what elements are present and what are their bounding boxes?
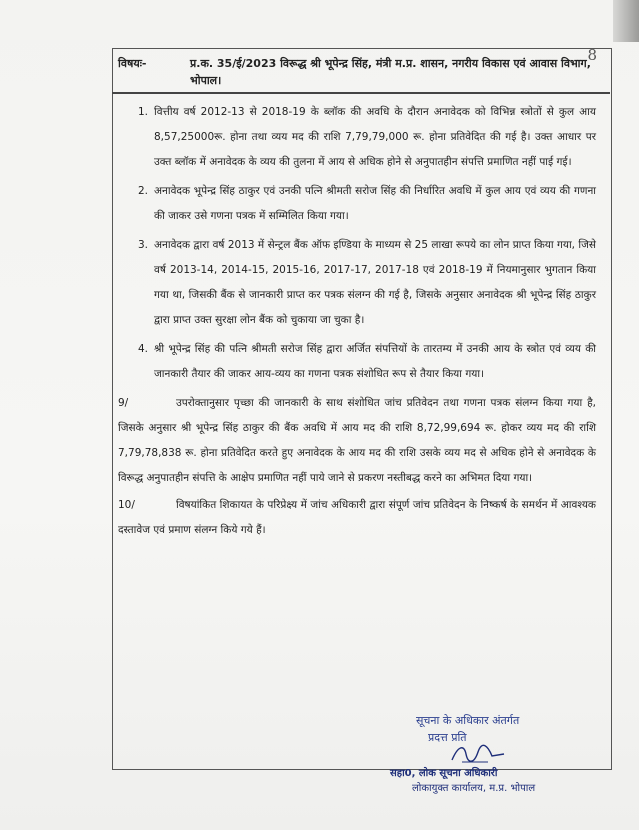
- list-item-text: अनावेदक द्वारा वर्ष 2013 में सेन्ट्रल बैंक ऑफ इण्डिया के माध्यम से 25 लाखा रूपये का लोन प्राप्त किया गया, जिसे वर्ष 2013-14, 2014-15, 2015-16, 2017-17, 2017-18 एवं 2018-19 में नियमानुसार भुगतान किया गया था, जिसकी बैंक से जानकारी प्राप्त कर पत्रक संलग्न की गई है, जिसके अनुसार अनावेदक श्री भूपेन्द्र सिंह ठाकुर द्वारा प्राप्त उक्त सुरक्षा लोन बैंक को चुकाया जा चुका है।: [154, 239, 596, 326]
- officer-office: लोकायुक्त कार्यालय, म.प्र. भोपाल: [412, 783, 536, 794]
- officer-designation: सहा0, लोक सूचना अधिकारी: [390, 768, 498, 779]
- list-item-number: 2.: [138, 185, 149, 197]
- list-item: [112, 179, 610, 229]
- page-number: 8: [587, 46, 597, 64]
- subject-label: विषयः-: [118, 57, 147, 70]
- paragraph-text: उपरोक्तानुसार पृच्छा की जानकारी के साथ संशोधित जांच प्रतिवेदन तथा गणना पत्रक संलग्न किया गया है, जिसके अनुसार श्री भूपेन्द्र सिंह ठाकुर की बैंक अवधि में आय मद की राशि 8,72,99,694 रू. होकर व्यय मद की राशि 7,79,78,838 रू. होना प्रतिवेदित करते हुए अनावेदक के आय मद की राशि उसके व्यय मद से अधिक होने से अनावेदक के विरूद्ध अनुपातहीन संपत्ति के आक्षेप प्रमाणित नहीं पाये जाने से प्रकरण नस्तीबद्ध करने का अभिमत दिया गया।: [118, 397, 596, 484]
- list-item: [112, 233, 610, 333]
- list-item-text: अनावेदक भूपेन्द्र सिंह ठाकुर एवं उनकी पत्नि श्रीमती सरोज सिंह की निर्धारित अवधि में कुल आय एवं व्यय की गणना की जाकर उसे गणना पत्रक में सम्मिलित किया गया।: [154, 185, 596, 222]
- stamp-line-1: सूचना के अधिकार अंतर्गत: [416, 714, 520, 727]
- officer-stamp: [390, 766, 560, 796]
- paragraph: [112, 493, 610, 543]
- paragraph-number: 10/: [118, 499, 135, 511]
- list-item: [112, 100, 610, 175]
- scan-shadow-corner: [613, 0, 639, 42]
- subject-row: [112, 48, 610, 94]
- list-item-number: 4.: [138, 343, 149, 355]
- stamp-line-2: प्रदत्त प्रति: [428, 731, 467, 744]
- signature-mark: [448, 740, 508, 768]
- list-item: [112, 337, 610, 387]
- document-body: [112, 100, 610, 545]
- list-item-text: वित्तीय वर्ष 2012-13 से 2018-19 के ब्लॉक की अवधि के दौरान अनावेदक को विभिन्न स्त्रोतों से कुल आय 8,57,25000रू. होना तथा व्यय मद की राशि 7,79,79,000 रू. होना प्रतिवेदित की गई है। उक्त आधार पर उक्त ब्लॉक में अनावेदक के व्यय की तुलना में आय से अधिक होने से अनुपातहीन संपत्ति प्रमाणित नहीं पाई गई।: [154, 106, 596, 168]
- subject-text: प्र.क. 35/ई/2023 विरूद्ध श्री भूपेन्द्र सिंह, मंत्री म.प्र. शासन, नगरीय विकास एवं आवास विभाग, भोपाल।: [190, 57, 591, 87]
- list-item-number: 3.: [138, 239, 149, 251]
- list-item-text: श्री भूपेन्द्र सिंह की पत्नि श्रीमती सरोज सिंह द्वारा अर्जित संपत्तियों के तारतम्य में उनकी आय के स्त्रोत एवं व्यय की जानकारी तैयार की जाकर आय-व्यय का गणना पत्रक संशोधित रूप से तैयार किया गया।: [154, 343, 596, 380]
- paragraph-number: 9/: [118, 397, 129, 409]
- paragraph-text: विषयांकित शिकायत के परिप्रेक्ष्य में जांच अधिकारी द्वारा संपूर्ण जांच प्रतिवेदन के निष्कर्ष के समर्थन में आवश्यक दस्तावेज एवं प्रमाण संलग्न किये गये हैं।: [118, 499, 596, 536]
- list-item-number: 1.: [138, 106, 149, 118]
- paragraph: [112, 391, 610, 491]
